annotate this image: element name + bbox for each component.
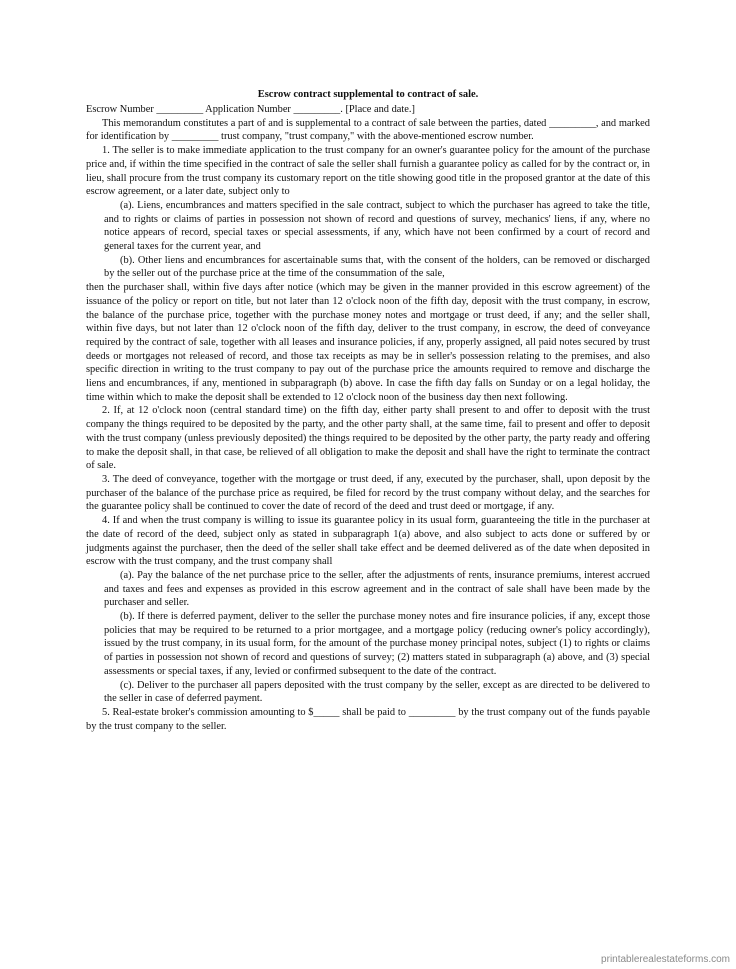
clause-1-continuation: then the purchaser shall, within five days after notice (which may be given in the manner provided in this escrow agreement) of the issuance of the policy or report on title, but not later than 12 o'clock noon of the fifth day, deposit with the trust company, in escrow, the balance of the purchase price, together with the purchase money notes and mortgage or trust deed, if any; and the seller shall, within five days, but not later than 12 o'clock noon of the fifth day, deliver to the trust company, in escrow, the deed of conveyance required by the contract of sale, together with all leases and insurance policies, if any, properly assigned, all paid notes secured by trust deeds or mortgages not released of record, and those tax receipts as may be in seller's possession relating to the premises, and also specific direction in writing to the trust company to pay out of the purchase price the amounts required to remove and discharge the liens and encumbrances, if any, mentioned in subparagraph (b) above. In case the fifth day falls on Sunday or on a legal holiday, the time within which to make the deposit shall be extended to 12 o'clock noon of the business day then next following.	[86, 282, 650, 403]
clause-4c: (c). Deliver to the purchaser all papers deposited with the trust company by the seller, except as are directed to be delivered to the seller in case of deferred payment.	[104, 679, 650, 705]
escrow-number-line: Escrow Number _________ Application Number _________. [Place and date.]	[86, 104, 415, 115]
document-page	[86, 88, 650, 733]
clause-4b: (b). If there is deferred payment, deliver to the seller the purchase money notes and fire insurance policies, if any, except those policies that may be required to be returned to a prior mortgagee, and a mortgage policy (reducing owner's policy accordingly), issued by the trust company, in its usual form, for the amount of the purchase money principal notes, subject (1) to rights or claims of parties in possession not shown of record and questions of survey; (2) matters stated in subparagraph (a) above, and (3) special assessments or special taxes, if any, levied or confirmed subsequent to the date of the contract.	[104, 611, 650, 677]
clause-1b: (b). Other liens and encumbrances for ascertainable sums that, with the consent of the holders, can be removed or discharged by the seller out of the purchase price at the time of the consummation of the sale,	[104, 254, 650, 280]
footer-watermark[interactable]: printablerealestateforms.com	[601, 954, 730, 965]
clause-5: 5. Real-estate broker's commission amounting to $_____ shall be paid to _________ by the trust company out of the funds payable by the trust company to the seller.	[86, 706, 650, 732]
clause-4a: (a). Pay the balance of the net purchase price to the seller, after the adjustments of rents, insurance premiums, interest accrued and taxes and fees and expenses as provided in this escrow agreement and in the contract of sale shall have been made by the purchaser and seller.	[104, 569, 650, 609]
clause-1a: (a). Liens, encumbrances and matters specified in the sale contract, subject to which the purchaser has agreed to take the title, and to rights or claims of parties in possession not shown of record and questions of survey, mechanics' liens, if any, where no notice appears of record, special taxes or special assessments, if any, which have not been confirmed by a court of record and general taxes for the current year, and	[104, 199, 650, 253]
clause-1: 1. The seller is to make immediate application to the trust company for an owner's guarantee policy for the amount of the purchase price and, if within the time specified in the contract of sale the seller shall furnish a guarantee policy as called for by the contract or, in lieu, shall procure from the trust company its customary report on the title showing good title in the proposed grantor at the date of this escrow agreement, or a later date, subject only to	[86, 145, 650, 198]
document-title: Escrow contract supplemental to contract of sale.	[257, 89, 479, 100]
clause-2: 2. If, at 12 o'clock noon (central standard time) on the fifth day, either party shall present to and offer to deposit with the trust company the things required to be deposited by the party, and the other party shall, at the same time, fail to present and offer to deposit with the trust company (unless previously deposited) the things required to be deposited by the other party, the party ready and offering to make the deposit shall, in that case, be relieved of all obligation to make the deposit and shall have the right to terminate the contract of sale.	[86, 405, 650, 472]
clause-4: 4. If and when the trust company is willing to issue its guarantee policy in its usual form, guaranteeing the title in the purchaser at the date of record of the deed, subject only as stated in subparagraph 1(a) above, and also subject to acts done or suffered by or judgments against the purchaser, then the deed of the seller shall take effect and be deemed delivered as of the date when deposited in escrow with the trust company, and the trust company shall	[86, 515, 650, 568]
memorandum-paragraph: This memorandum constitutes a part of and is supplemental to a contract of sale between the parties, dated _________, and marked for identification by _________ trust company, "trust company," with the above-mentioned escrow number.	[86, 117, 650, 143]
clause-3: 3. The deed of conveyance, together with the mortgage or trust deed, if any, executed by the purchaser, shall, upon deposit by the purchaser of the balance of the purchase price as required, be filed for record by the trust company without delay, and the searches for the guarantee policy shall be continued to cover the date of record of the deed and trust deed or mortgage, if any.	[86, 473, 650, 513]
